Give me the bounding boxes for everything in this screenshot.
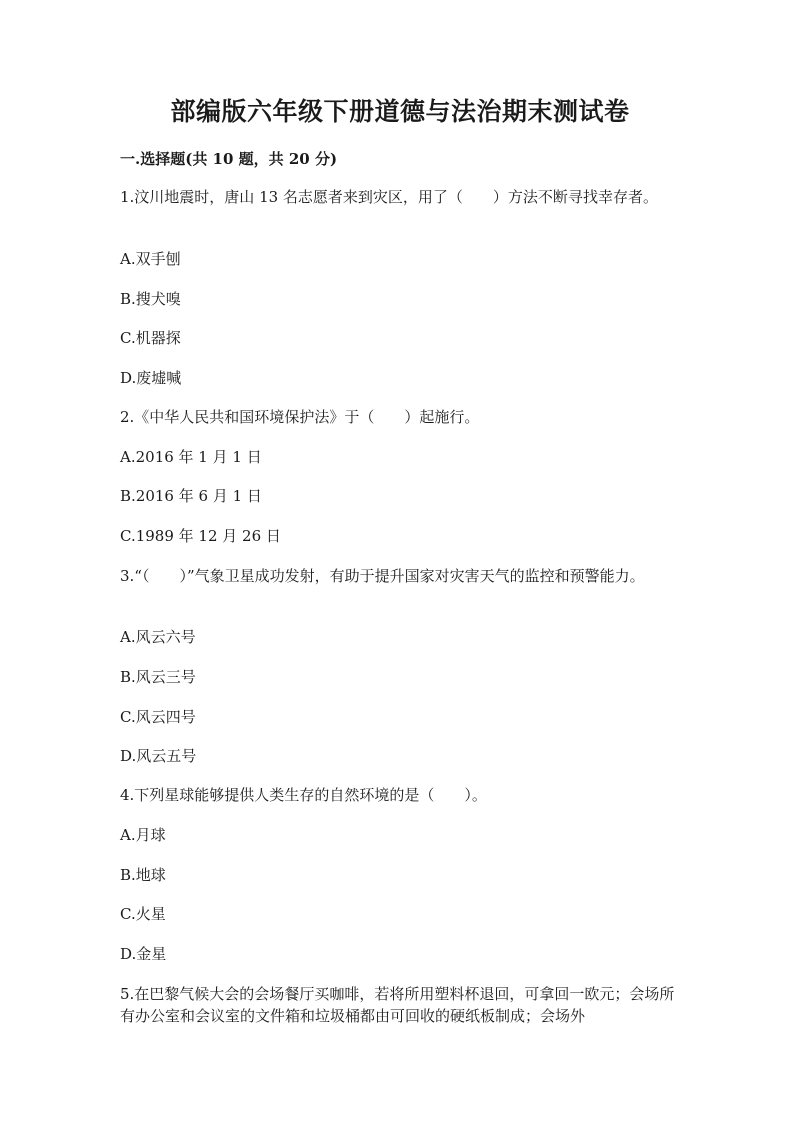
question-3-stem: 3.“（ ）”气象卫星成功发射，有助于提升国家对灾害天气的监控和预警能力。 [120,567,645,585]
question-1-option-a[interactable]: A.双手刨 [120,250,181,268]
question-4-stem: 4.下列星球能够提供人类生存的自然环境的是（ ）。 [120,786,487,804]
question-2-option-b[interactable]: B.2016 年 6 月 1 日 [120,487,262,505]
question-1-option-b[interactable]: B.搜犬嗅 [120,290,181,308]
question-3-option-d[interactable]: D.风云五号 [120,747,197,765]
question-4-option-b[interactable]: B.地球 [120,866,166,884]
question-2-option-c[interactable]: C.1989 年 12 月 26 日 [120,527,281,545]
section-heading: 一.选择题(共 10 题，共 20 分) [120,150,338,168]
question-4-option-c[interactable]: C.火星 [120,905,166,923]
question-4-option-d[interactable]: D.金星 [120,945,167,963]
question-5-stem: 5.在巴黎气候大会的会场餐厅买咖啡，若将所用塑料杯退回，可拿回一欧元；会场所有办公室和会议室的文件箱和垃圾桶都由可回收的硬纸板制成；会场外 [120,985,675,1025]
question-2-stem: 2.《中华人民共和国环境保护法》于（ ）起施行。 [120,408,480,426]
question-3-option-a[interactable]: A.风云六号 [120,628,196,646]
question-1-option-c[interactable]: C.机器探 [120,329,181,347]
question-3-option-b[interactable]: B.风云三号 [120,668,196,686]
question-1-stem: 1.汶川地震时，唐山 13 名志愿者来到灾区，用了（ ）方法不断寻找幸存者。 [120,188,658,206]
page-title: 部编版六年级下册道德与法治期末测试卷 [170,97,630,126]
question-2-option-a[interactable]: A.2016 年 1 月 1 日 [120,448,262,466]
question-1-option-d[interactable]: D.废墟喊 [120,369,182,387]
question-4-option-a[interactable]: A.月球 [120,826,166,844]
question-3-option-c[interactable]: C.风云四号 [120,708,196,726]
